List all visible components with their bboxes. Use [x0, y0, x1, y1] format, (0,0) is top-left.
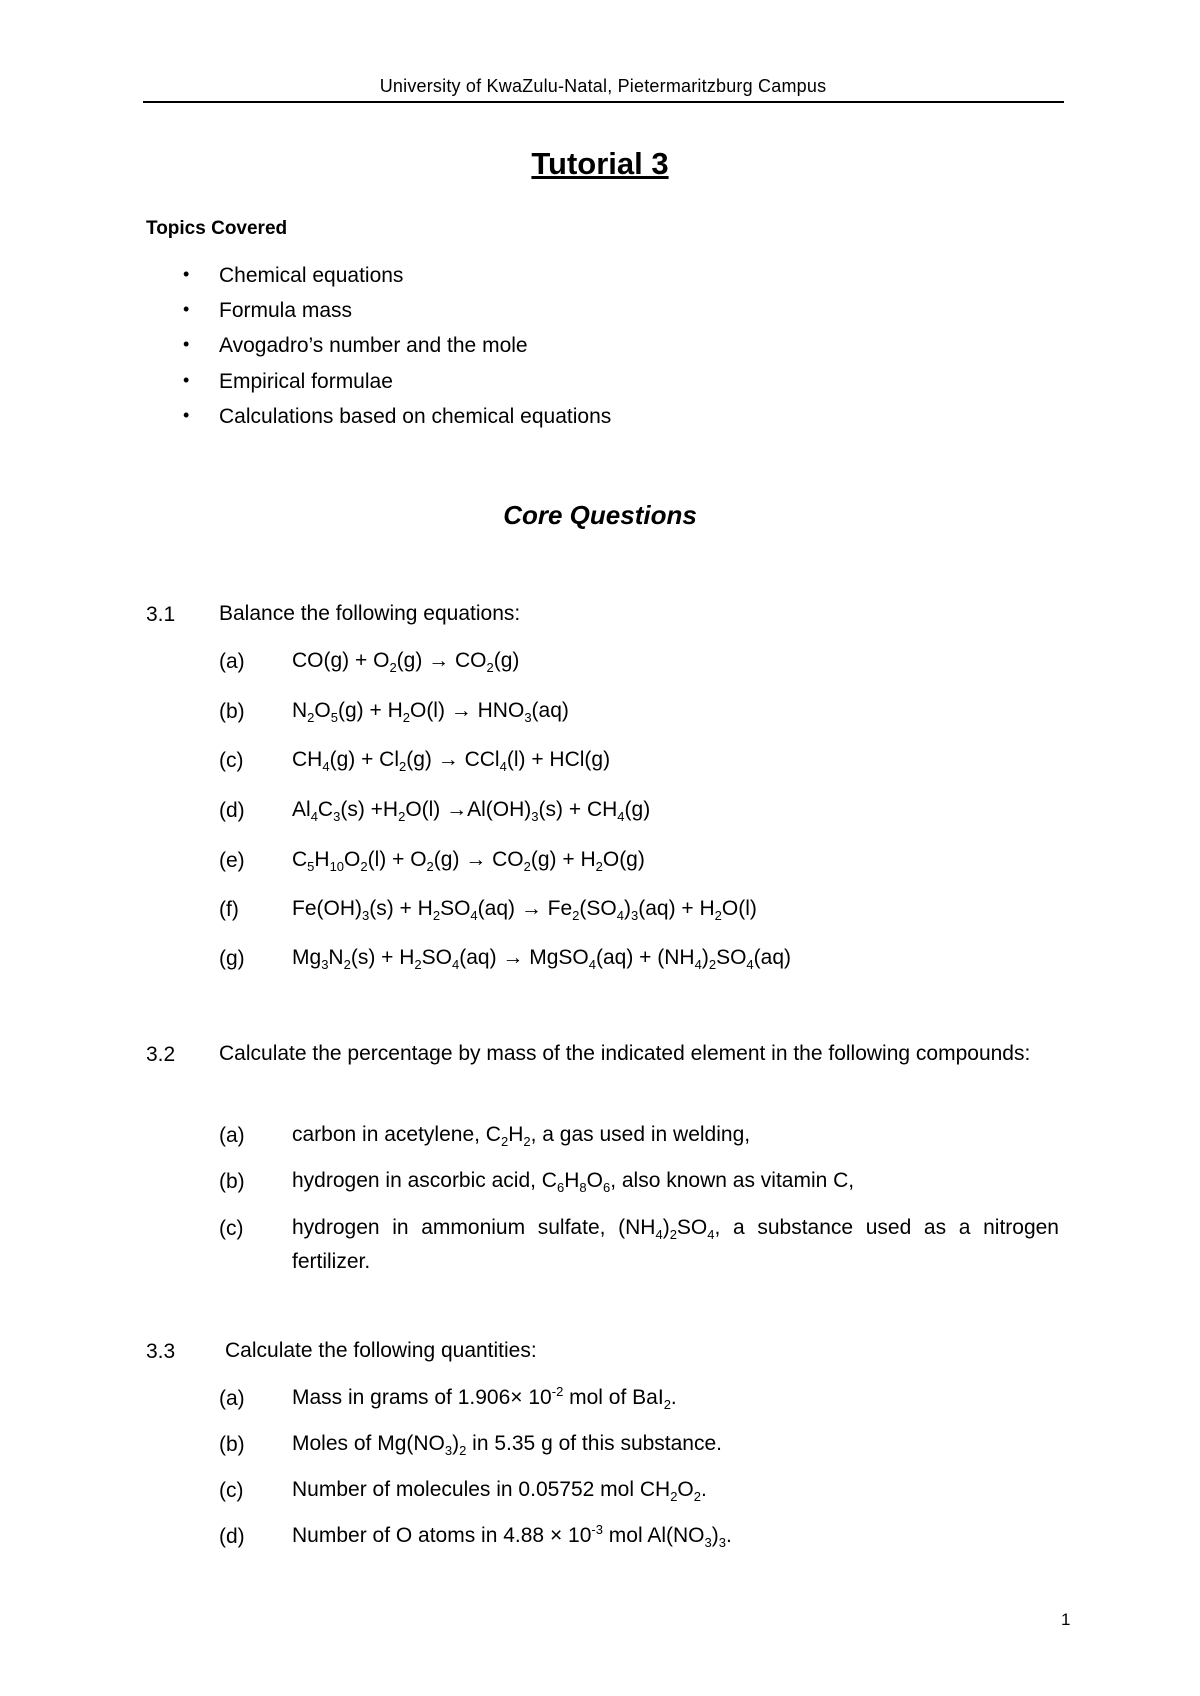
equation: $Fe(OH)_3(s) + H_2SO_4(aq) \to Fe_2(SO_4)_3(aq) + H_2O(l)$	[292, 897, 757, 924]
question-number: 3.3	[146, 1340, 176, 1363]
bullet-icon: •	[183, 264, 190, 284]
equation: $CO(g) + O_2(g) \to CO_2(g)$	[292, 649, 520, 676]
subquestion-text: Number of O atoms in $4.88 \times 10^{-3}$ mol $Al(NO_3)_3$.	[292, 1522, 732, 1551]
topics-heading: Topics Covered	[146, 218, 288, 239]
subquestion-text: hydrogen in ascorbic acid, $C_6H_8O_6$, also known as vitamin C,	[292, 1169, 855, 1196]
subquestion-label: (a)	[219, 1124, 245, 1147]
subquestion-label: (a)	[219, 650, 245, 673]
subquestion-label: (c)	[219, 1217, 244, 1240]
question-text: Calculate the percentage by mass of the indicated element in the following compounds:	[219, 1042, 1031, 1065]
subquestion-label: (b)	[219, 700, 245, 723]
bullet-icon: •	[183, 405, 190, 425]
bullet-icon: •	[183, 370, 190, 390]
subquestion-label: (c)	[219, 749, 244, 772]
equation: $CH_4(g) + Cl_2(g) \to CCl_4(l) + HCl(g)$	[292, 748, 611, 775]
document-header: University of KwaZulu-Natal, Pietermaritzburg Campus	[379, 76, 827, 96]
subquestion-label: (f)	[219, 898, 239, 921]
question-number: 3.2	[146, 1043, 176, 1066]
equation: $N_2O_5(g) + H_2O(l) \to HNO_3(aq)$	[292, 699, 569, 726]
subquestion-label: (b)	[219, 1170, 245, 1193]
bullet-icon: •	[183, 299, 190, 319]
page-number: 1	[1061, 1610, 1071, 1629]
equation: $Mg_3N_2(s) + H_2SO_4(aq)$ → MgSO$_4$(aq) + $(NH_4)_2SO_4(aq)$	[292, 946, 792, 973]
header-rule	[143, 101, 1064, 103]
subquestion-text: carbon in acetylene, $C_2H_2$, a gas used in welding,	[292, 1123, 751, 1150]
core-questions-heading: Core Questions	[503, 500, 697, 530]
subquestion-text: Mass in grams of $1.906\times 10^{-2}$ mol of BaI$_2$.	[292, 1384, 677, 1413]
question-number: 3.1	[146, 603, 176, 626]
bullet-icon: •	[183, 334, 190, 354]
question-text: Balance the following equations:	[219, 602, 521, 625]
question-text: Calculate the following quantities:	[225, 1339, 537, 1362]
subquestion-text: Number of molecules in 0.05752 mol $CH_2O_2$.	[292, 1478, 707, 1505]
page-title: Tutorial 3	[531, 146, 669, 181]
equation: $C_5H_{10}O_2(l) + O_2(g) \to CO_2(g) + H_2O(g)$	[292, 848, 645, 875]
subquestion-label: (a)	[219, 1387, 245, 1410]
subquestion-label: (c)	[219, 1479, 244, 1502]
subquestion-text: hydrogen in ammonium sulfate, $(NH_4)_2SO_4$, a substance used as a nitrogen fertilizer.	[292, 1216, 1059, 1273]
subquestion-text: Moles of $Mg(NO_3)_2$ in 5.35 g of this substance.	[292, 1432, 723, 1459]
subquestion-label: (d)	[219, 799, 245, 822]
subquestion-label: (e)	[219, 849, 245, 872]
equation: $Al_4C_3(s) +H_2O(l) \to Al(OH)_3(s) + CH_4(g)$	[292, 798, 651, 825]
subquestion-label: (b)	[219, 1433, 245, 1456]
subquestion-label: (g)	[219, 947, 245, 970]
subquestion-label: (d)	[219, 1525, 245, 1548]
